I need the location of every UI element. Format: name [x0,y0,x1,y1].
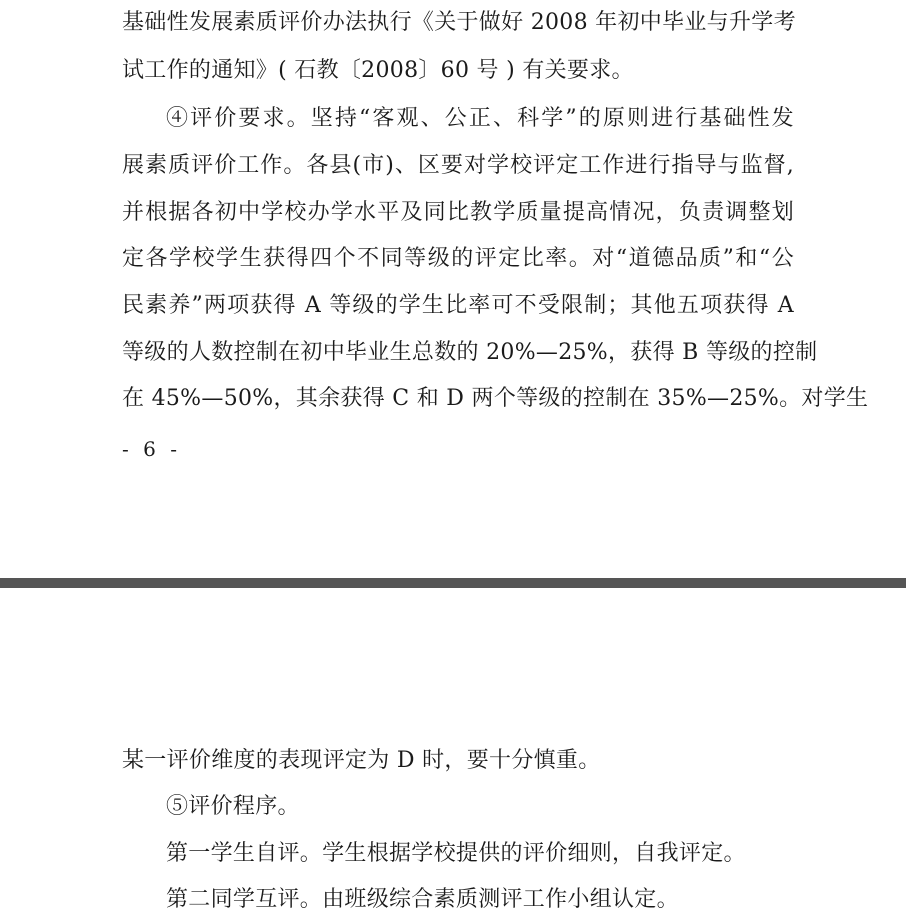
body-text-line: 民素养”两项获得 A 等级的学生比率可不受限制；其他五项获得 A [122,293,794,318]
body-text-line: 第一学生自评。学生根据学校提供的评价细则，自我评定。 [166,841,746,866]
document-page-bottom [0,588,906,922]
body-text-line: 某一评价维度的表现评定为 D 时，要十分慎重。 [122,748,601,773]
body-text-line: 等级的人数控制在初中毕业生总数的 20%—25%，获得 B 等级的控制 [122,340,818,365]
body-text-line: 第二同学互评。由班级综合素质测评工作小组认定。 [166,887,679,912]
page-separator [0,578,906,588]
section-heading-line: ⑤评价程序。 [166,794,300,819]
body-text-line: 定各学校学生获得四个不同等级的评定比率。对“道德品质”和“公 [122,246,794,271]
section-heading-line: ④评价要求。坚持“客观、公正、科学”的原则进行基础性发 [166,106,794,131]
page-number: - 6 - [122,437,181,461]
body-text-line: 基础性发展素质评价办法执行《关于做好 2008 年初中毕业与升学考 [122,10,796,35]
body-text-line: 并根据各初中学校办学水平及同比教学质量提高情况，负责调整划 [122,200,794,225]
body-text-line: 展素质评价工作。各县(市)、区要对学校评定工作进行指导与监督, [122,153,794,178]
body-text-line: 试工作的通知》( 石教〔2008〕60 号 ) 有关要求。 [122,58,634,83]
body-text-line: 在 45%—50%，其余获得 C 和 D 两个等级的控制在 35%—25%。对学生 [122,386,869,411]
